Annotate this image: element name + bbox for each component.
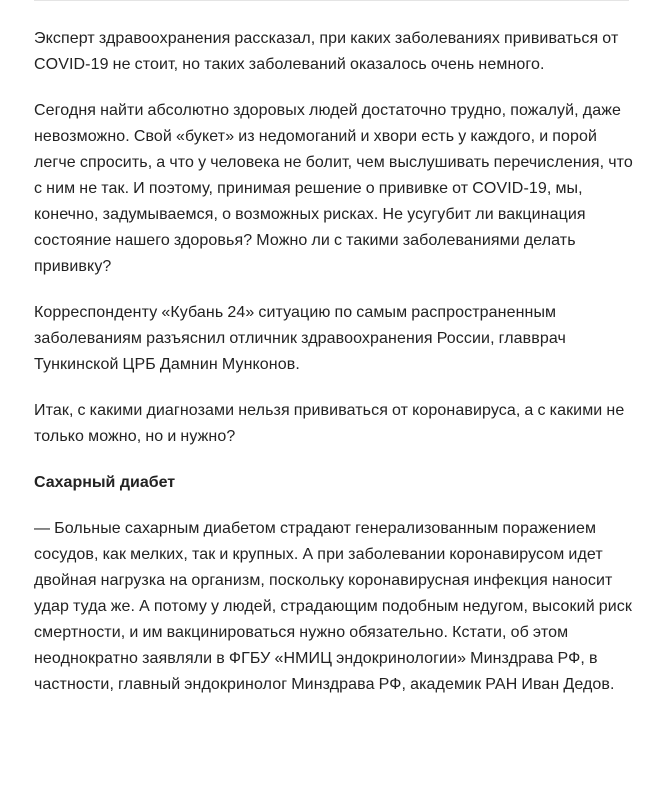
section-heading: Сахарный диабет (34, 474, 176, 491)
article-paragraph: Сегодня найти абсолютно здоровых людей достаточно трудно, пожалуй, даже невозможно. Свой «букет» из недомоганий и хвори есть у каждого, и порой легче спросить, а что у человека не болит, чем выслушивать перечисления, что с ним не так. И поэтому, принимая решение о прививке от COVID-19, мы, конечно, задумываемся, о возможных рисках. Не усугубит ли вакцинация состояние нашего здоровья? Можно ли с такими заболеваниями делать прививку? (34, 102, 633, 275)
article-paragraph: Итак, с какими диагнозами нельзя прививаться от коронавируса, а с какими не только можно, но и нужно? (34, 402, 625, 445)
article-paragraph: Корреспонденту «Кубань 24» ситуацию по самым распространенным заболеваниям разъяснил отличник здравоохранения России, главврач Тункинской ЦРБ Дамнин Мунконов. (34, 304, 566, 373)
article-body (34, 26, 634, 718)
article-paragraph: — Больные сахарным диабетом страдают генерализованным поражением сосудов, как мелких, так и крупных. А при заболевании коронавирусом идет двойная нагрузка на организм, поскольку коронавирусная инфекция наносит удар туда же. А потому у людей, страдающим подобным недугом, высокий риск смертности, и им вакцинироваться нужно обязательно. Кстати, об этом неоднократно заявляли в ФГБУ «НМИЦ эндокринологии» Минздрава РФ, в частности, главный эндокринолог Минздрава РФ, академик РАН Иван Дедов. (34, 520, 633, 693)
article-lead-paragraph: Эксперт здравоохранения рассказал, при каких заболеваниях прививаться от COVID-19 не стоит, но таких заболеваний оказалось очень немного. (34, 30, 619, 73)
top-divider (34, 0, 629, 1)
